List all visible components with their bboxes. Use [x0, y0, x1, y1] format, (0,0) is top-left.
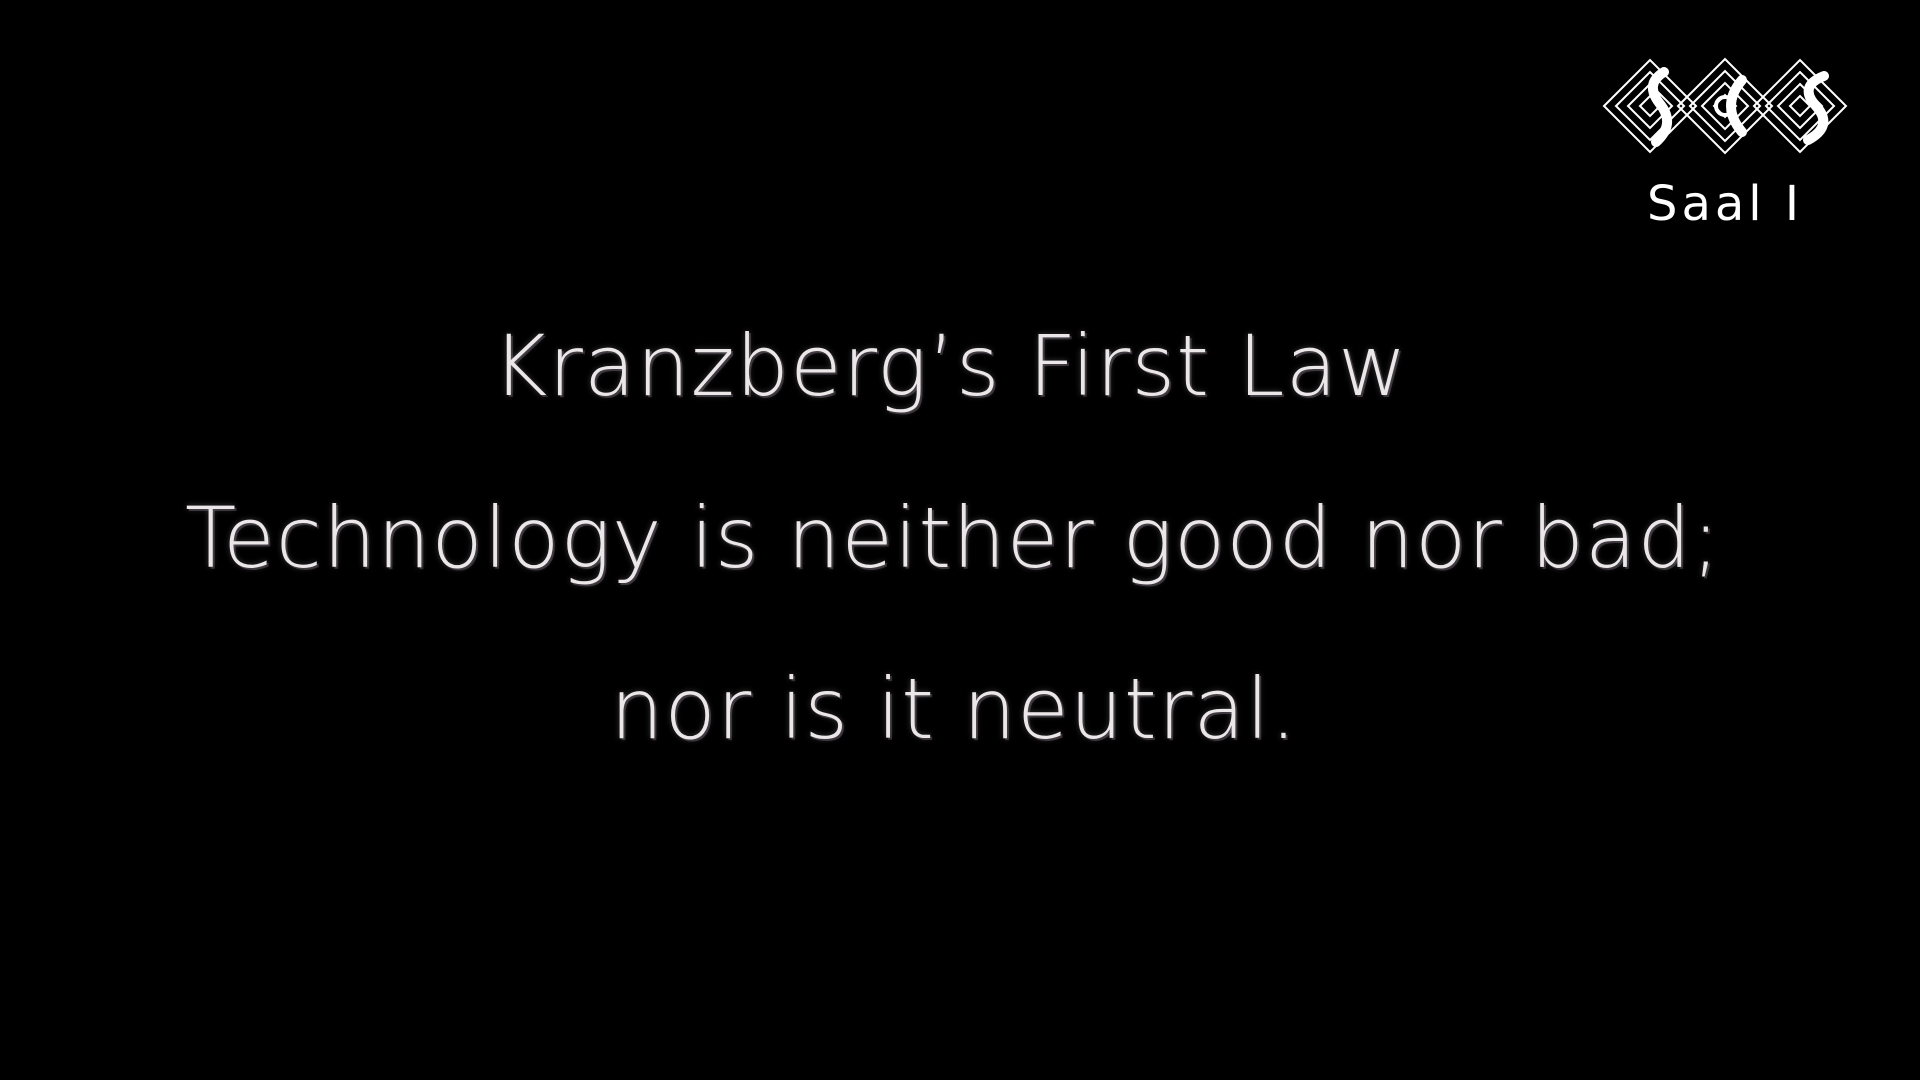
quote-line-1: Technology is neither good nor bad; — [185, 489, 1721, 587]
slide-title: Kranzberg’s First Law — [492, 317, 1408, 415]
room-logo — [1594, 50, 1856, 240]
quote-line-2: nor is it neutral. — [610, 660, 1298, 758]
room-label: Saal I — [1646, 176, 1804, 232]
conference-logo-icon — [1594, 50, 1856, 170]
